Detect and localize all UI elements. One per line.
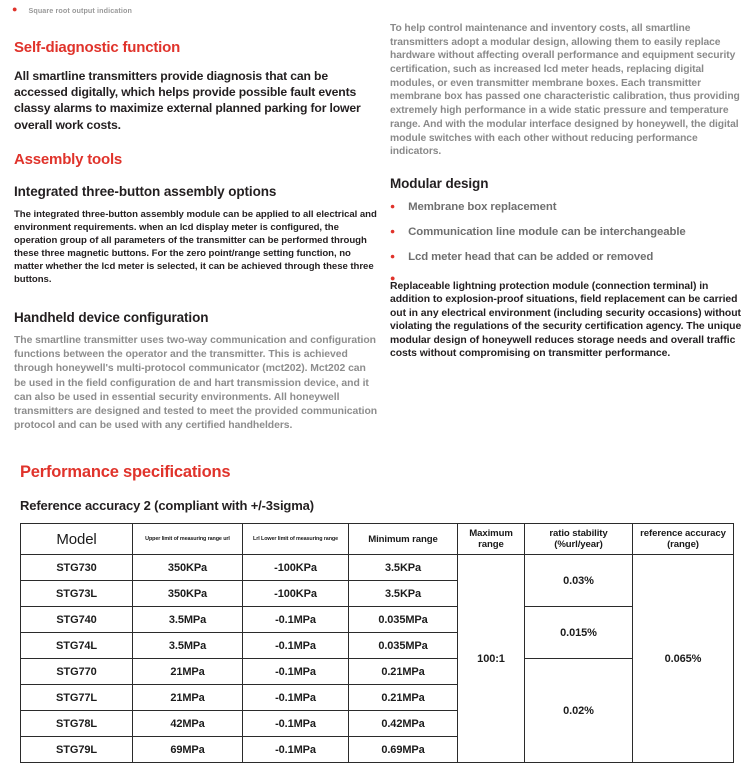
cell-url: 42MPa <box>133 711 243 737</box>
cell-lrl: -100KPa <box>243 581 349 607</box>
cell-lrl: -0.1MPa <box>243 685 349 711</box>
column-header-upper-limit: Upper limit of measuring range url <box>133 524 243 555</box>
self-diagnostic-heading: Self-diagnostic function <box>14 39 181 56</box>
list-item-label: Communication line module can be interchangeable <box>408 225 686 238</box>
table-row <box>21 555 734 581</box>
cell-max-range-ratio: 100:1 <box>458 555 525 763</box>
square-root-output-label: Square root output indication <box>28 6 132 15</box>
handheld-device-body: The smartline transmitter uses two-way communication and configuration functions between the operator and the transmitter. This is achieved through honeywell's multi-protocol communicator (mct202). Mct202 can be used in the field configuration de and hart transmission device, and it can also be used in essential security environments. All honeywell transmitters are designed and tested to meet the provided communication protocol and can be used with any certified handhelders. <box>14 335 378 431</box>
cell-url: 21MPa <box>133 659 243 685</box>
cell-min-range: 0.035MPa <box>349 607 458 633</box>
list-item <box>390 201 746 213</box>
integrated-three-button-subheading: Integrated three-button assembly options <box>14 183 277 199</box>
specifications-table <box>20 523 734 763</box>
column-header-model: Model <box>21 524 133 555</box>
cell-lrl: -0.1MPa <box>243 659 349 685</box>
two-column-body <box>0 15 750 433</box>
left-column <box>14 21 390 433</box>
table-header-row <box>21 524 734 555</box>
performance-specifications-title: Performance specifications <box>20 463 231 482</box>
bullet-dot-icon: ● <box>390 272 396 283</box>
table-row <box>21 659 734 685</box>
column-header-lower-limit: Lrl Lower limit of measuring range <box>243 524 349 555</box>
handheld-device-heading: Handheld device configuration <box>14 310 209 326</box>
cell-url: 3.5MPa <box>133 633 243 659</box>
cell-lrl: -0.1MPa <box>243 607 349 633</box>
cell-min-range: 0.21MPa <box>349 659 458 685</box>
bullet-dot-icon: ● <box>390 225 396 236</box>
cell-model: STG78L <box>21 711 133 737</box>
cell-url: 350KPa <box>133 581 243 607</box>
cell-model: STG770 <box>21 659 133 685</box>
cell-min-range: 0.035MPa <box>349 633 458 659</box>
assembly-tools-heading: Assembly tools <box>14 150 123 168</box>
cell-lrl: -0.1MPa <box>243 633 349 659</box>
bullet-dot-icon: ● <box>390 200 396 211</box>
cell-url: 21MPa <box>133 685 243 711</box>
reference-accuracy-subtitle: Reference accuracy 2 (compliant with +/-3sigma) <box>20 498 314 514</box>
modular-design-heading: Modular design <box>390 175 489 191</box>
cell-model: STG77L <box>21 685 133 711</box>
bullet-dot-icon: ● <box>390 250 396 261</box>
list-item <box>12 6 750 15</box>
cell-model: STG74L <box>21 633 133 659</box>
table-row <box>21 607 734 633</box>
lightning-protection-body: Replaceable lightning protection module (connection terminal) in addition to explosion-proof situations, field replacement can be carried out in any electrical environment (including security occasions) without violating the regulations of the security certification agency. The unique modular design of honeywell reduces storage needs and overall traffic costs without compromising on transmitter performance. <box>390 280 742 360</box>
cell-stability: 0.03% <box>525 555 633 607</box>
cell-min-range: 0.42MPa <box>349 711 458 737</box>
list-item <box>390 226 746 238</box>
cell-min-range: 3.5KPa <box>349 555 458 581</box>
column-header-ratio-stability: ratio stability (%url/year) <box>525 524 633 555</box>
datasheet-page <box>0 4 750 756</box>
column-header-reference-accuracy: reference accuracy (range) <box>633 524 734 555</box>
cell-model: STG79L <box>21 737 133 763</box>
cell-stability: 0.015% <box>525 607 633 659</box>
list-item-label: Lcd meter head that can be added or removed <box>408 250 654 263</box>
assembly-tools-body: The integrated three-button assembly module can be applied to all electrical and environment requirements. when an lcd display meter is configured, the operation group of all parameters of the transmitter can be performed through these three magnetic buttons. For the zero point/range setting function, no matter whether the lcd meter is selected, it can be achieved through these three buttons. <box>14 208 377 286</box>
bullet-dot-icon: ● <box>12 4 18 14</box>
cell-model: STG740 <box>21 607 133 633</box>
cell-min-range: 0.21MPa <box>349 685 458 711</box>
cell-min-range: 0.69MPa <box>349 737 458 763</box>
column-header-maximum-range: Maximum range <box>458 524 525 555</box>
column-header-minimum-range: Minimum range <box>349 524 458 555</box>
cell-lrl: -100KPa <box>243 555 349 581</box>
cell-min-range: 3.5KPa <box>349 581 458 607</box>
list-item <box>390 251 746 263</box>
cell-url: 350KPa <box>133 555 243 581</box>
list-item-label: Membrane box replacement <box>408 200 557 213</box>
modular-intro-body: To help control maintenance and inventory costs, all smartline transmitters adopt a modular design, allowing them to easily replace hardware without affecting overall performance and equipment security certification, such as increased lcd meter heads, replacing digital modules, or even transmitter membrane boxes. Each transmitter membrane box has passed one characteristic calibration, thus providing extremely high performance in a wide static pressure and temperature range. And with the modular interface designed by honeywell, the digital module switches with each other without reducing performance indicators. <box>390 23 740 158</box>
cell-model: STG730 <box>21 555 133 581</box>
cell-model: STG73L <box>21 581 133 607</box>
right-column <box>390 21 746 433</box>
cell-stability: 0.02% <box>525 659 633 763</box>
modular-design-bullet-list <box>390 201 746 263</box>
cell-reference-accuracy: 0.065% <box>633 555 734 763</box>
self-diagnostic-body: All smartline transmitters provide diagnosis that can be accessed digitally, which helps provide possible fault events classy alarms to maximize external planned parking for lower overall work costs. <box>14 69 361 132</box>
cell-lrl: -0.1MPa <box>243 711 349 737</box>
cell-url: 69MPa <box>133 737 243 763</box>
performance-specifications-section <box>0 463 750 763</box>
cell-url: 3.5MPa <box>133 607 243 633</box>
cell-lrl: -0.1MPa <box>243 737 349 763</box>
